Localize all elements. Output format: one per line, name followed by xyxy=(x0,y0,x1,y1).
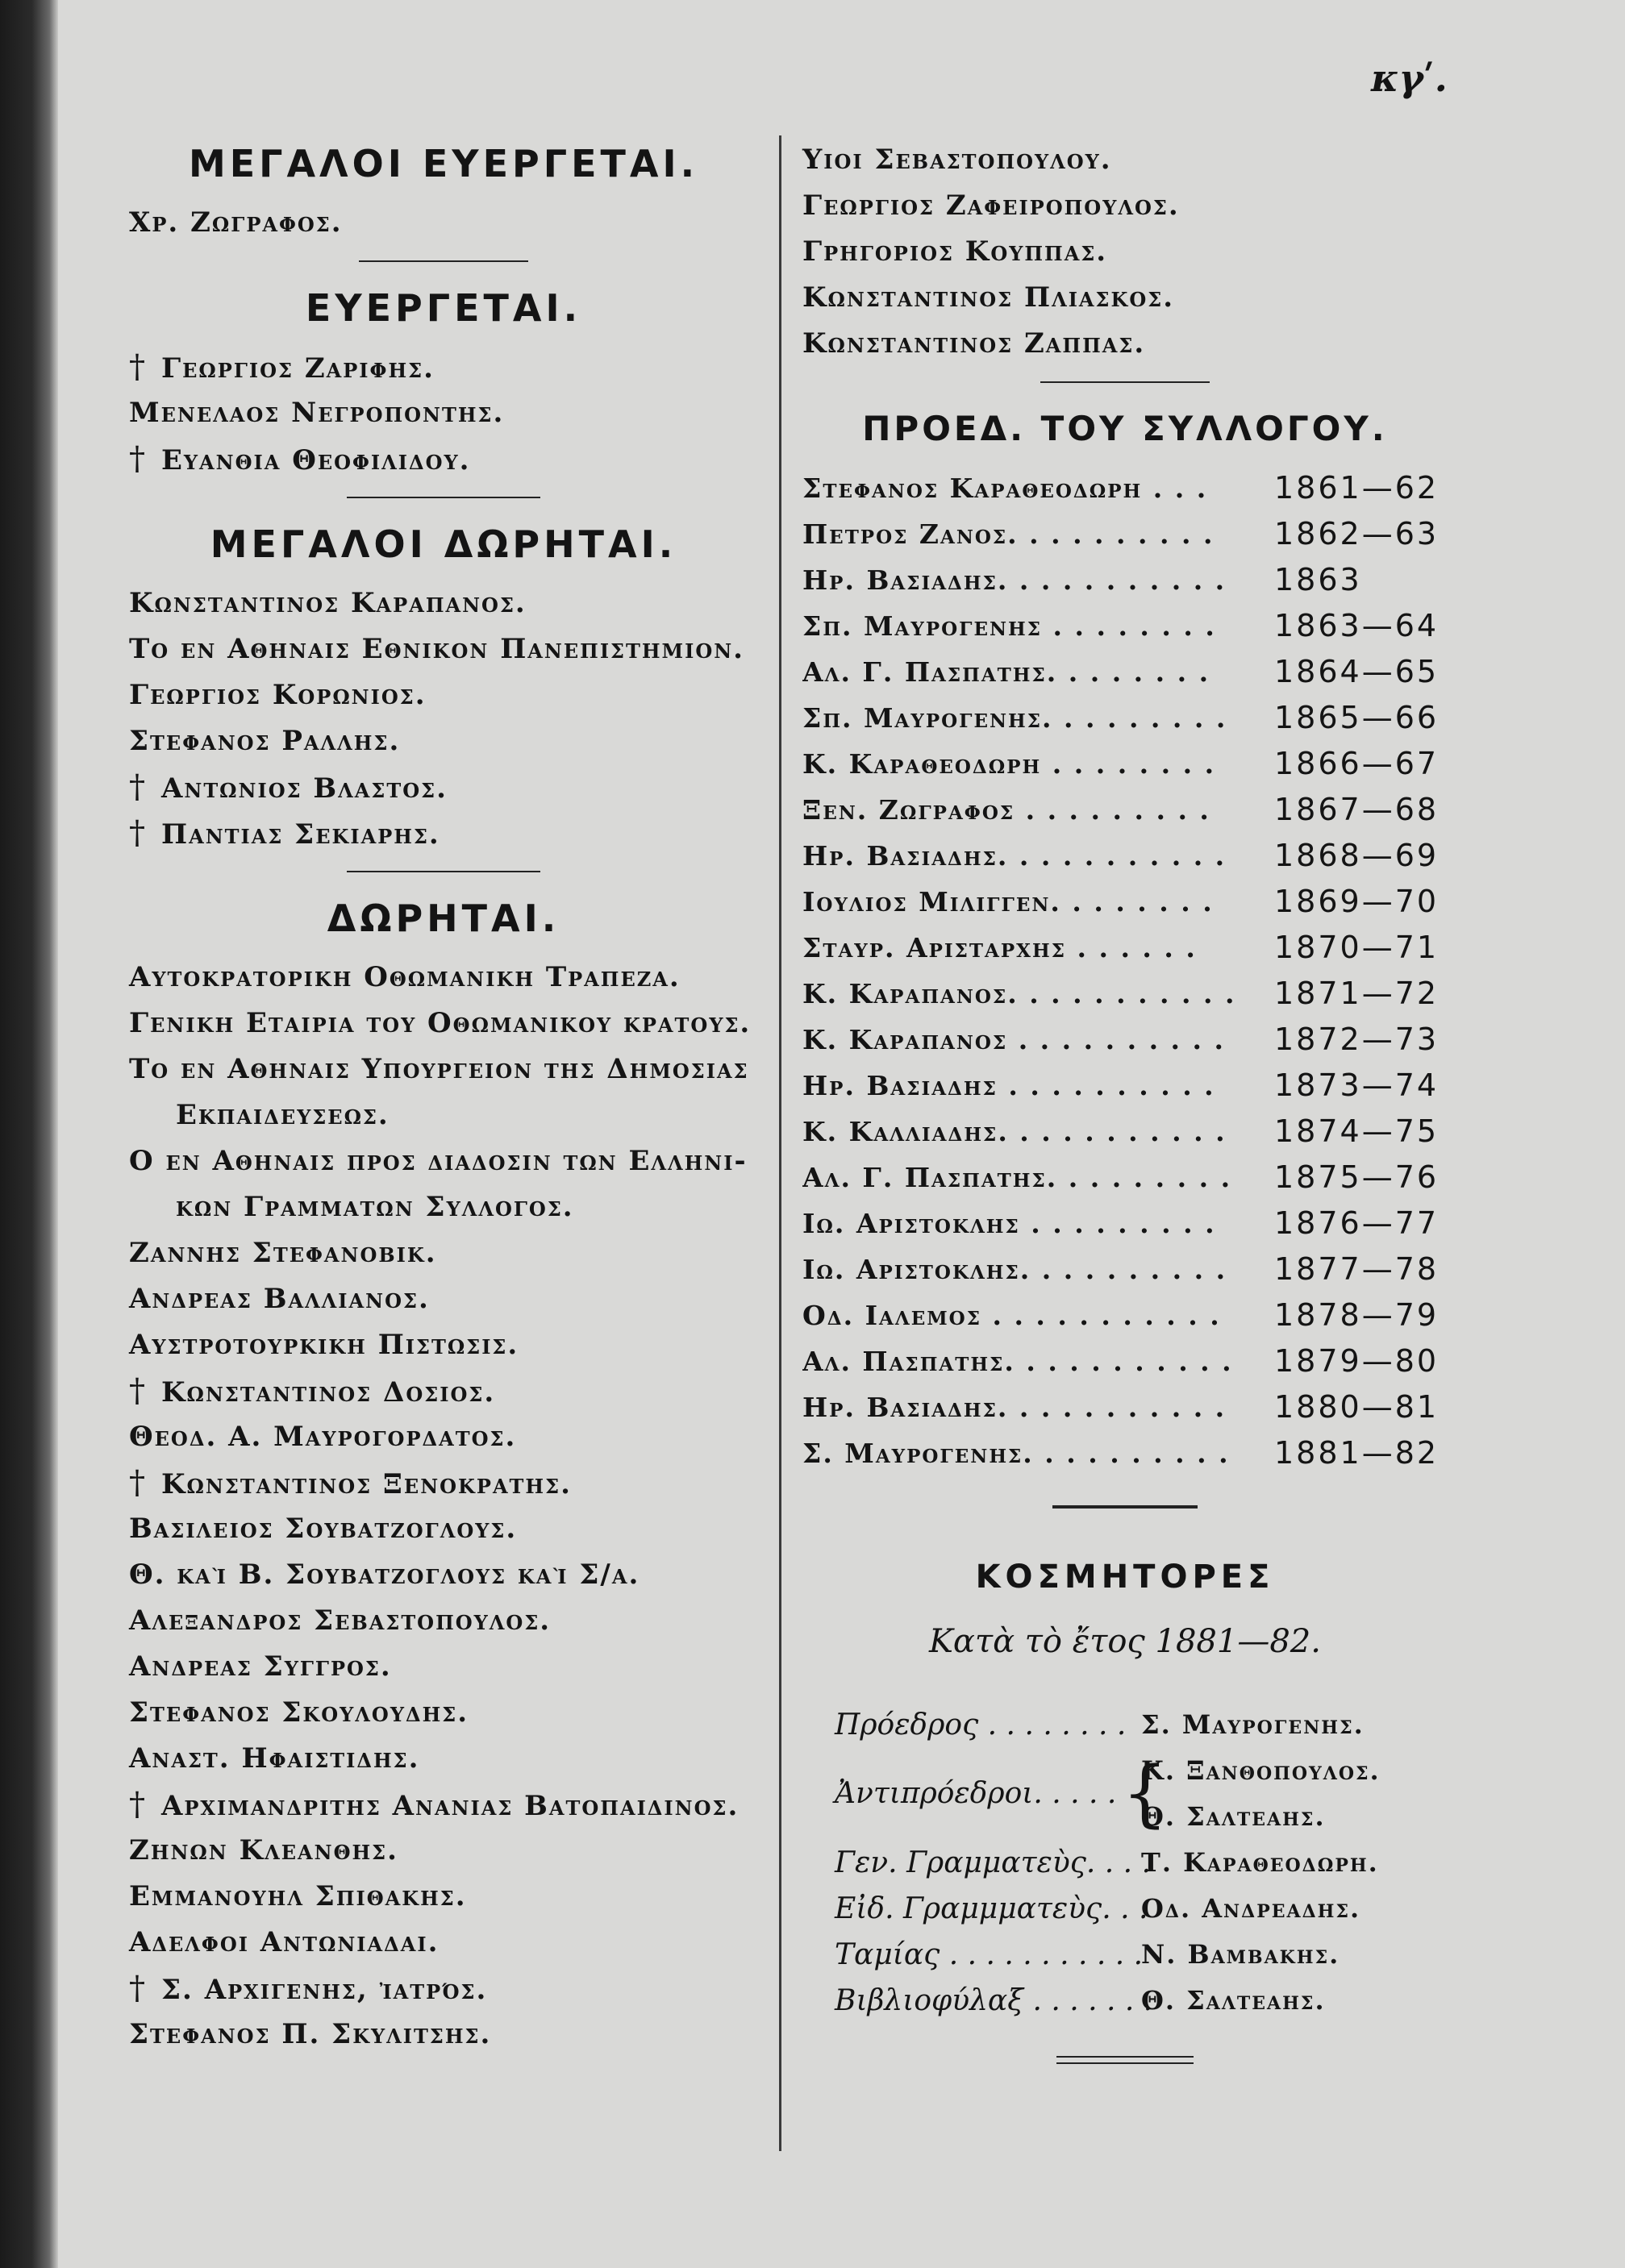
section-rule xyxy=(359,260,528,262)
list-item: † Ευανθια Θεοφιλιδου. xyxy=(129,436,758,482)
list-item: Ανδρεας Συγγρος. xyxy=(129,1650,392,1683)
table-row: Ηρ. Βασιαδης . . . . . . . . . . 1873—74 xyxy=(802,1067,1440,1103)
list-item: † Παντιας Σεκιαρης. xyxy=(129,810,758,856)
page-number: κγʹ. xyxy=(1371,56,1448,100)
heading-dwrhtai: ΔΩΡΗΤΑΙ. xyxy=(327,897,560,940)
heading-kosmhtores: ΚΟΣΜΗΤΟΡΕΣ xyxy=(975,1558,1275,1596)
book-spine-shadow xyxy=(0,0,58,2268)
heading-euergetai: ΕΥΕΡΓΕΤΑΙ. xyxy=(305,286,582,330)
list-item: Αναστ. Ηφαιστιδης. xyxy=(129,1742,420,1775)
presidents-table xyxy=(802,465,1448,1476)
list-item: Το εν Αθηναις Εθνικον Πανεπιστημιον. xyxy=(129,633,745,665)
heading-presidents: ΠΡΟΕΔ. ΤΟΥ ΣΥΛΛΟΓΟΥ. xyxy=(862,409,1388,448)
list-item: † Γεωργιος Ζαριφης. xyxy=(129,344,758,390)
heading-megaloi-dwrhtai: ΜΕΓΑΛΟΙ ΔΩΡΗΤΑΙ. xyxy=(210,522,677,566)
table-row: Ηρ. Βασιαδης. . . . . . . . . . . 1880—81 xyxy=(802,1389,1440,1425)
list-item: Θεοδ. Α. Μαυρογορδατος. xyxy=(129,1421,517,1453)
table-row: Ηρ. Βασιαδης. . . . . . . . . . . 1863 xyxy=(802,562,1362,597)
column-divider xyxy=(779,135,781,2151)
dagger-mark: † xyxy=(129,440,147,477)
list-item: † Κωνσταντινος Δοσιος. xyxy=(129,1368,758,1414)
right-column xyxy=(802,137,1448,2064)
list-item: † Αρχιμανδριτης Ανανιας Βατοπαιδινος. xyxy=(129,1782,758,1828)
table-row: Σπ. Μαυρογενης . . . . . . . . 1863—64 xyxy=(802,608,1440,643)
section-rule xyxy=(347,497,540,498)
list-item: Βασιλειος Σουβατζογλους. xyxy=(129,1513,518,1545)
list-item: Γεωργιος Κορωνιος. xyxy=(129,679,427,711)
table-row: Κ. Καραθεοδωρη . . . . . . . . 1866—67 xyxy=(802,746,1440,781)
table-row: Αλ. Γ. Πασπατης. . . . . . . . 1864—65 xyxy=(802,654,1440,689)
officer-row: Πρόεδρος . . . . . . . . Σ. Μαυρογενης. xyxy=(835,1708,1365,1742)
list-item: Χρ. Ζωγραφος. xyxy=(129,206,343,239)
dagger-mark: † xyxy=(129,1970,147,2007)
table-row: Κ. Καραπανος. . . . . . . . . . . 1871—72 xyxy=(802,976,1440,1011)
dagger-mark: † xyxy=(129,1464,147,1501)
list-item: Θ. καὶ Β. Σουβατζογλους καὶ Σ/α. xyxy=(129,1558,640,1591)
table-row: Ηρ. Βασιαδης. . . . . . . . . . . 1868—69 xyxy=(802,838,1440,873)
dagger-mark: † xyxy=(129,1786,147,1823)
list-item: Μενελαος Νεγροποντης. xyxy=(129,397,505,429)
dagger-mark: † xyxy=(129,768,147,805)
list-item: Υιοι Σεβαστοπουλου. xyxy=(802,144,1112,176)
list-item: Στεφανος Σκουλουδης. xyxy=(129,1696,469,1729)
list-item: Αυτοκρατορικη Οθωμανικη Τραπεζα. xyxy=(129,961,681,993)
list-item: Γεωργιος Ζαφειροπουλος. xyxy=(802,189,1180,222)
list-item: Αδελφοι Αντωνιαδαι. xyxy=(129,1926,440,1958)
table-row: Πετρος Ζανος. . . . . . . . . . 1862—63 xyxy=(802,516,1440,551)
table-row: Στεφανος Καραθεοδωρη . . . 1861—62 xyxy=(802,470,1440,506)
list-item: κων Γραμματων Συλλογος. xyxy=(176,1191,574,1223)
table-row: Ιω. Αριστοκλης. . . . . . . . . . 1877—78 xyxy=(802,1251,1440,1287)
table-row: Αλ. Γ. Πασπατης. . . . . . . . . 1875—76 xyxy=(802,1159,1440,1195)
table-row: Ξεν. Ζωγραφος . . . . . . . . . 1867—68 xyxy=(802,792,1440,827)
list-item: Στεφανος Ραλλης. xyxy=(129,725,401,757)
dagger-mark: † xyxy=(129,814,147,851)
list-item: Ζηνων Κλεανθης. xyxy=(129,1834,398,1866)
brace-glyph: { xyxy=(1122,1751,1169,1836)
left-column xyxy=(129,129,758,2058)
officer-row: Ταμίας . . . . . . . . . . . Ν. Βαμβακης. xyxy=(835,1938,1340,1971)
kosmhtores-subtitle: Κατὰ τὸ ἔτος 1881—82. xyxy=(929,1623,1321,1660)
table-row: Οδ. Ιαλεμος . . . . . . . . . . . 1878—79 xyxy=(802,1297,1440,1333)
list-item: Εμμανουηλ Σπιθακης. xyxy=(129,1880,467,1912)
list-item: Ο εν Αθηναις προς διαδοσιν των Ελληνι- xyxy=(129,1145,748,1177)
list-item: Το εν Αθηναις Υπουργειον της Δημοσιας xyxy=(129,1053,749,1085)
heading-megaloi-euergetai: ΜΕΓΑΛΟΙ ΕΥΕΡΓΕΤΑΙ. xyxy=(188,142,699,185)
officer-row: Βιβλιοφύλαξ . . . . . . . Θ. Σαλτεαης. xyxy=(835,1984,1326,2017)
dagger-mark: † xyxy=(129,1372,147,1409)
table-row: Κ. Καλλιαδης. . . . . . . . . . . 1874—75 xyxy=(802,1113,1440,1149)
section-rule xyxy=(1052,1505,1198,1509)
list-item: † Αντωνιος Βλαστος. xyxy=(129,764,758,810)
list-item: Κωνσταντινος Ζαππας. xyxy=(802,327,1146,360)
list-item: † Σ. Αρχιγενης, ἰατρός. xyxy=(129,1966,758,2012)
table-row: Κ. Καραπανος . . . . . . . . . . 1872—73 xyxy=(802,1022,1440,1057)
list-item: Γρηγοριος Κουππας. xyxy=(802,235,1108,268)
list-item: Γενικη Εταιρια του Οθωμανικου κρατους. xyxy=(129,1007,752,1039)
table-row: Σταυρ. Αρισταρχης . . . . . . 1870—71 xyxy=(802,930,1440,965)
list-item: Αυστροτουρκικη Πιστωσις. xyxy=(129,1329,519,1361)
table-row: Ιουλιος Μιλιγγεν. . . . . . . . 1869—70 xyxy=(802,884,1440,919)
officer-row: Γεν. Γραμματεὺς. . . . Τ. Καραθεοδωρη. xyxy=(835,1846,1379,1879)
end-double-rule xyxy=(1056,2056,1194,2064)
table-row: Αλ. Πασπατης. . . . . . . . . . . 1879—80 xyxy=(802,1343,1440,1379)
list-item: Αλεξανδρος Σεβαστοπουλος. xyxy=(129,1604,552,1637)
table-row: Σπ. Μαυρογενης. . . . . . . . . 1865—66 xyxy=(802,700,1440,735)
section-rule xyxy=(347,871,540,872)
list-item: Εκπαιδευσεως. xyxy=(176,1099,390,1131)
list-item: Κωνσταντινος Πλιασκος. xyxy=(802,281,1175,314)
list-item: † Κωνσταντινος Ξενοκρατης. xyxy=(129,1460,758,1506)
dagger-mark: † xyxy=(129,348,147,385)
table-row: Ιω. Αριστοκλης . . . . . . . . . 1876—77 xyxy=(802,1205,1440,1241)
list-item: Ανδρεας Βαλλιανος. xyxy=(129,1283,430,1315)
list-item: Στεφανος Π. Σκυλιτσης. xyxy=(129,2018,492,2050)
section-rule xyxy=(1040,381,1210,383)
list-item: Κωνσταντινος Καραπανος. xyxy=(129,587,527,619)
officer-row-vice: Ἀντιπρόεδροι. . . . . { Κ. Ξανθοπουλος. Θ. Σαλτεαης. xyxy=(802,1748,1448,1840)
table-row: Σ. Μαυρογενης. . . . . . . . . . 1881—82 xyxy=(802,1435,1440,1471)
officer-row: Εἰδ. Γραμμματεὺς. . . Οδ. Ανδρεαδης. xyxy=(835,1892,1361,1925)
list-item: Ζαννης Στεφανοβικ. xyxy=(129,1237,437,1269)
